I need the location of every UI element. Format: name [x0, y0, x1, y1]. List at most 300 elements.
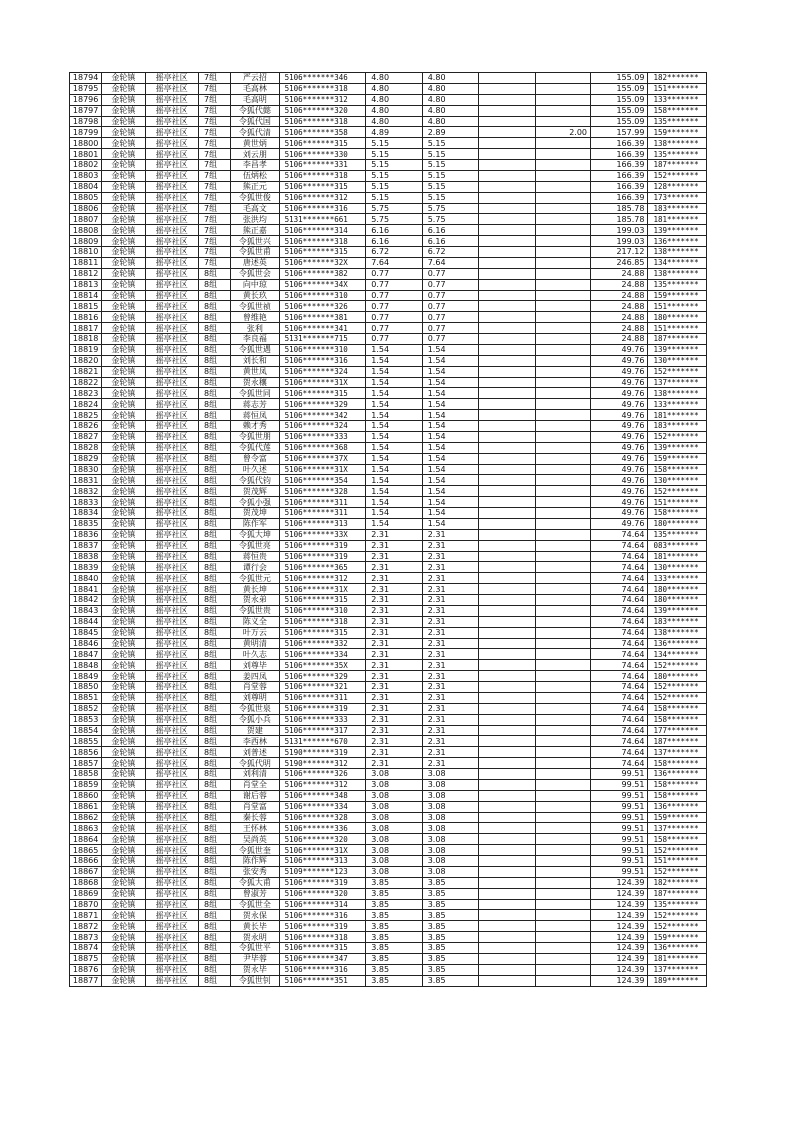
cell-town: 金轮镇: [102, 529, 145, 540]
cell-area-1: 1.54: [366, 431, 422, 442]
table-row: [70, 801, 707, 812]
cell-name: 张洪均: [231, 214, 279, 225]
cell-area-1: 3.08: [366, 801, 422, 812]
cell-group: 8组: [198, 823, 230, 834]
cell-area-2: 5.15: [422, 160, 478, 171]
table-row: [70, 149, 707, 160]
cell-area-3: [479, 845, 535, 856]
cell-amount: 124.39: [591, 964, 648, 975]
cell-community: 摇亭社区: [145, 257, 198, 268]
cell-row-number: 18824: [70, 399, 102, 410]
table-row: [70, 736, 707, 747]
cell-phone: 181*******: [648, 214, 707, 225]
cell-area-2: 2.31: [422, 736, 478, 747]
cell-amount: 99.51: [591, 866, 648, 877]
cell-town: 金轮镇: [102, 181, 145, 192]
table-row: [70, 595, 707, 606]
table-row: [70, 758, 707, 769]
cell-amount: 49.76: [591, 518, 648, 529]
cell-group: 7组: [198, 192, 230, 203]
cell-community: 摇亭社区: [145, 105, 198, 116]
cell-town: 金轮镇: [102, 899, 145, 910]
cell-amount: 99.51: [591, 845, 648, 856]
cell-town: 金轮镇: [102, 334, 145, 345]
cell-town: 金轮镇: [102, 779, 145, 790]
table-row: [70, 486, 707, 497]
cell-area-3: [479, 377, 535, 388]
cell-group: 7组: [198, 116, 230, 127]
cell-area-3: [479, 953, 535, 964]
cell-amount: 124.39: [591, 953, 648, 964]
cell-town: 金轮镇: [102, 975, 145, 986]
cell-group: 7组: [198, 214, 230, 225]
cell-row-number: 18852: [70, 703, 102, 714]
cell-area-3: [479, 823, 535, 834]
cell-amount: 24.88: [591, 334, 648, 345]
cell-amount: 124.39: [591, 910, 648, 921]
cell-amount: 49.76: [591, 442, 648, 453]
cell-area-3: [479, 649, 535, 660]
cell-town: 金轮镇: [102, 714, 145, 725]
cell-area-2: 2.31: [422, 682, 478, 693]
cell-area-1: 2.31: [366, 529, 422, 540]
cell-group: 7组: [198, 225, 230, 236]
cell-town: 金轮镇: [102, 83, 145, 94]
table-row: [70, 964, 707, 975]
cell-area-3: [479, 225, 535, 236]
cell-id-number: 5106*******334: [279, 801, 366, 812]
cell-area-3: [479, 747, 535, 758]
cell-area-2: 2.31: [422, 529, 478, 540]
cell-id-number: 5106*******320: [279, 105, 366, 116]
cell-area-3: [479, 431, 535, 442]
cell-row-number: 18877: [70, 975, 102, 986]
cell-phone: 180*******: [648, 312, 707, 323]
cell-group: 8组: [198, 562, 230, 573]
cell-name: 令狐小兵: [231, 714, 279, 725]
cell-row-number: 18848: [70, 660, 102, 671]
cell-group: 8组: [198, 910, 230, 921]
cell-name: 令狐世朋: [231, 431, 279, 442]
cell-area-1: 5.75: [366, 214, 422, 225]
table-row: [70, 105, 707, 116]
cell-row-number: 18866: [70, 856, 102, 867]
cell-community: 摇亭社区: [145, 497, 198, 508]
cell-row-number: 18813: [70, 279, 102, 290]
cell-phone: 159*******: [648, 932, 707, 943]
cell-area-4: [535, 442, 590, 453]
cell-area-3: [479, 257, 535, 268]
cell-amount: 166.39: [591, 149, 648, 160]
cell-phone: 181*******: [648, 410, 707, 421]
cell-row-number: 18869: [70, 888, 102, 899]
cell-name: 蒋恒贵: [231, 551, 279, 562]
cell-amount: 49.76: [591, 453, 648, 464]
cell-phone: 152*******: [648, 660, 707, 671]
cell-area-2: 3.85: [422, 877, 478, 888]
cell-area-4: [535, 638, 590, 649]
cell-id-number: 5131*******661: [279, 214, 366, 225]
cell-group: 8组: [198, 442, 230, 453]
cell-name: 叶久志: [231, 649, 279, 660]
cell-amount: 49.76: [591, 464, 648, 475]
cell-amount: 124.39: [591, 899, 648, 910]
cell-town: 金轮镇: [102, 584, 145, 595]
cell-id-number: 5106*******312: [279, 573, 366, 584]
table-row: [70, 518, 707, 529]
cell-phone: 138*******: [648, 627, 707, 638]
cell-town: 金轮镇: [102, 116, 145, 127]
cell-area-1: 2.31: [366, 540, 422, 551]
cell-area-1: 3.85: [366, 877, 422, 888]
cell-phone: 183*******: [648, 203, 707, 214]
cell-area-2: 3.08: [422, 790, 478, 801]
table-row: [70, 301, 707, 312]
cell-group: 8组: [198, 605, 230, 616]
cell-town: 金轮镇: [102, 94, 145, 105]
cell-town: 金轮镇: [102, 888, 145, 899]
cell-community: 摇亭社区: [145, 366, 198, 377]
cell-area-4: [535, 888, 590, 899]
cell-community: 摇亭社区: [145, 953, 198, 964]
cell-group: 8组: [198, 584, 230, 595]
cell-area-3: [479, 801, 535, 812]
table-row: [70, 584, 707, 595]
cell-group: 8组: [198, 953, 230, 964]
cell-phone: 152*******: [648, 366, 707, 377]
cell-row-number: 18832: [70, 486, 102, 497]
cell-area-2: 0.77: [422, 290, 478, 301]
cell-group: 8组: [198, 921, 230, 932]
cell-area-1: 0.77: [366, 290, 422, 301]
cell-area-1: 6.16: [366, 236, 422, 247]
cell-town: 金轮镇: [102, 257, 145, 268]
table-row: [70, 312, 707, 323]
cell-area-3: [479, 475, 535, 486]
cell-name: 王怀林: [231, 823, 279, 834]
cell-row-number: 18876: [70, 964, 102, 975]
cell-name: 曾淑芳: [231, 888, 279, 899]
cell-phone: 182*******: [648, 73, 707, 84]
table-row: [70, 170, 707, 181]
cell-id-number: 5106*******37X: [279, 453, 366, 464]
cell-town: 金轮镇: [102, 790, 145, 801]
cell-row-number: 18826: [70, 421, 102, 432]
cell-name: 令狐世同: [231, 388, 279, 399]
table-row: [70, 334, 707, 345]
cell-name: 令狐世泉: [231, 703, 279, 714]
table-row: [70, 682, 707, 693]
cell-name: 陈作辉: [231, 856, 279, 867]
cell-area-4: [535, 486, 590, 497]
cell-area-3: [479, 627, 535, 638]
cell-area-3: [479, 334, 535, 345]
cell-amount: 49.76: [591, 388, 648, 399]
cell-row-number: 18829: [70, 453, 102, 464]
cell-phone: 177*******: [648, 725, 707, 736]
cell-id-number: 5106*******315: [279, 181, 366, 192]
cell-row-number: 18805: [70, 192, 102, 203]
cell-area-1: 2.31: [366, 682, 422, 693]
cell-phone: 152*******: [648, 866, 707, 877]
cell-area-4: [535, 692, 590, 703]
cell-name: 黄世凤: [231, 366, 279, 377]
cell-amount: 155.09: [591, 105, 648, 116]
cell-community: 摇亭社区: [145, 486, 198, 497]
cell-row-number: 18847: [70, 649, 102, 660]
cell-phone: 159*******: [648, 290, 707, 301]
cell-amount: 74.64: [591, 703, 648, 714]
cell-area-4: [535, 160, 590, 171]
cell-amount: 74.64: [591, 605, 648, 616]
cell-id-number: 5106*******316: [279, 355, 366, 366]
cell-area-1: 2.31: [366, 649, 422, 660]
table-row: [70, 845, 707, 856]
cell-name: 黄长坤: [231, 584, 279, 595]
cell-area-2: 3.85: [422, 943, 478, 954]
cell-id-number: 5106*******318: [279, 116, 366, 127]
cell-area-3: [479, 573, 535, 584]
cell-community: 摇亭社区: [145, 377, 198, 388]
table-row: [70, 268, 707, 279]
cell-id-number: 5106*******320: [279, 834, 366, 845]
cell-id-number: 5106*******310: [279, 605, 366, 616]
cell-group: 7组: [198, 105, 230, 116]
cell-amount: 74.64: [591, 551, 648, 562]
cell-community: 摇亭社区: [145, 268, 198, 279]
cell-area-4: [535, 181, 590, 192]
cell-group: 8组: [198, 595, 230, 606]
cell-row-number: 18815: [70, 301, 102, 312]
cell-area-3: [479, 399, 535, 410]
cell-area-4: [535, 257, 590, 268]
cell-group: 7组: [198, 257, 230, 268]
cell-row-number: 18822: [70, 377, 102, 388]
cell-phone: 159*******: [648, 127, 707, 138]
cell-name: 贺建: [231, 725, 279, 736]
cell-group: 8组: [198, 627, 230, 638]
cell-area-3: [479, 279, 535, 290]
cell-id-number: 5106*******319: [279, 877, 366, 888]
cell-amount: 49.76: [591, 366, 648, 377]
cell-town: 金轮镇: [102, 518, 145, 529]
cell-group: 8组: [198, 769, 230, 780]
cell-area-3: [479, 247, 535, 258]
cell-id-number: 5106*******382: [279, 268, 366, 279]
cell-name: 熊正嘉: [231, 225, 279, 236]
cell-area-1: 2.31: [366, 671, 422, 682]
cell-row-number: 18828: [70, 442, 102, 453]
table-row: [70, 910, 707, 921]
cell-name: 姜四凤: [231, 671, 279, 682]
cell-area-2: 1.54: [422, 431, 478, 442]
cell-area-3: [479, 714, 535, 725]
cell-town: 金轮镇: [102, 573, 145, 584]
cell-area-1: 1.54: [366, 366, 422, 377]
cell-area-2: 1.54: [422, 421, 478, 432]
cell-town: 金轮镇: [102, 692, 145, 703]
cell-town: 金轮镇: [102, 225, 145, 236]
cell-town: 金轮镇: [102, 355, 145, 366]
cell-id-number: 5106*******314: [279, 899, 366, 910]
cell-area-4: [535, 845, 590, 856]
cell-town: 金轮镇: [102, 508, 145, 519]
cell-town: 金轮镇: [102, 149, 145, 160]
cell-phone: 158*******: [648, 508, 707, 519]
cell-name: 令狐世奎: [231, 845, 279, 856]
table-row: [70, 562, 707, 573]
cell-area-3: [479, 877, 535, 888]
cell-area-1: 3.85: [366, 932, 422, 943]
cell-name: 令狐世祯: [231, 301, 279, 312]
cell-phone: 158*******: [648, 703, 707, 714]
cell-id-number: 5106*******333: [279, 714, 366, 725]
cell-community: 摇亭社区: [145, 725, 198, 736]
cell-community: 摇亭社区: [145, 431, 198, 442]
cell-group: 8组: [198, 649, 230, 660]
cell-area-2: 3.08: [422, 823, 478, 834]
cell-name: 刘长和: [231, 355, 279, 366]
cell-amount: 124.39: [591, 888, 648, 899]
cell-row-number: 18821: [70, 366, 102, 377]
cell-name: 令狐世兴: [231, 236, 279, 247]
cell-area-2: 5.75: [422, 203, 478, 214]
cell-id-number: 5106*******315: [279, 595, 366, 606]
cell-name: 贺茂辉: [231, 486, 279, 497]
cell-area-2: 1.54: [422, 497, 478, 508]
cell-phone: 151*******: [648, 301, 707, 312]
cell-row-number: 18819: [70, 344, 102, 355]
cell-town: 金轮镇: [102, 410, 145, 421]
cell-amount: 74.64: [591, 529, 648, 540]
cell-area-2: 1.54: [422, 410, 478, 421]
cell-area-3: [479, 149, 535, 160]
cell-name: 贺永弟: [231, 595, 279, 606]
cell-amount: 124.39: [591, 932, 648, 943]
cell-area-2: 1.54: [422, 518, 478, 529]
cell-id-number: 5106*******329: [279, 399, 366, 410]
cell-area-1: 3.08: [366, 845, 422, 856]
cell-id-number: 5106*******317: [279, 725, 366, 736]
cell-area-2: 3.85: [422, 953, 478, 964]
cell-amount: 155.09: [591, 94, 648, 105]
cell-community: 摇亭社区: [145, 290, 198, 301]
cell-phone: 138*******: [648, 388, 707, 399]
cell-id-number: 5106*******31X: [279, 464, 366, 475]
cell-id-number: 5106*******319: [279, 540, 366, 551]
cell-amount: 155.09: [591, 73, 648, 84]
table-row: [70, 83, 707, 94]
cell-row-number: 18835: [70, 518, 102, 529]
table-row: [70, 431, 707, 442]
cell-phone: 137*******: [648, 964, 707, 975]
cell-area-3: [479, 932, 535, 943]
cell-community: 摇亭社区: [145, 323, 198, 334]
cell-name: 令狐世全: [231, 899, 279, 910]
cell-phone: 139*******: [648, 344, 707, 355]
cell-community: 摇亭社区: [145, 779, 198, 790]
cell-town: 金轮镇: [102, 616, 145, 627]
cell-row-number: 18840: [70, 573, 102, 584]
cell-town: 金轮镇: [102, 932, 145, 943]
cell-community: 摇亭社区: [145, 660, 198, 671]
cell-community: 摇亭社区: [145, 334, 198, 345]
cell-amount: 74.64: [591, 714, 648, 725]
table-row: [70, 127, 707, 138]
cell-row-number: 18857: [70, 758, 102, 769]
cell-group: 8组: [198, 888, 230, 899]
cell-amount: 99.51: [591, 801, 648, 812]
cell-area-1: 5.15: [366, 138, 422, 149]
cell-town: 金轮镇: [102, 486, 145, 497]
cell-row-number: 18865: [70, 845, 102, 856]
cell-area-1: 4.80: [366, 83, 422, 94]
cell-town: 金轮镇: [102, 399, 145, 410]
cell-area-3: [479, 856, 535, 867]
cell-community: 摇亭社区: [145, 540, 198, 551]
cell-group: 7组: [198, 127, 230, 138]
cell-id-number: 5106*******313: [279, 856, 366, 867]
cell-amount: 74.64: [591, 627, 648, 638]
cell-area-2: 1.54: [422, 399, 478, 410]
cell-name: 蒋恒凤: [231, 410, 279, 421]
cell-phone: 130*******: [648, 475, 707, 486]
table-row: [70, 671, 707, 682]
cell-area-1: 4.80: [366, 116, 422, 127]
cell-phone: 182*******: [648, 877, 707, 888]
cell-phone: 152*******: [648, 486, 707, 497]
cell-town: 金轮镇: [102, 921, 145, 932]
cell-amount: 199.03: [591, 225, 648, 236]
cell-name: 令狐代国: [231, 116, 279, 127]
cell-area-2: 3.08: [422, 801, 478, 812]
table-row: [70, 344, 707, 355]
cell-group: 8组: [198, 312, 230, 323]
cell-name: 严云招: [231, 73, 279, 84]
cell-area-4: [535, 823, 590, 834]
cell-area-2: 3.85: [422, 975, 478, 986]
cell-area-1: 2.31: [366, 714, 422, 725]
cell-area-1: 5.15: [366, 181, 422, 192]
cell-phone: 136*******: [648, 236, 707, 247]
cell-community: 摇亭社区: [145, 247, 198, 258]
cell-area-4: [535, 877, 590, 888]
cell-area-2: 0.77: [422, 312, 478, 323]
cell-area-3: [479, 518, 535, 529]
cell-id-number: 5106*******315: [279, 388, 366, 399]
cell-area-4: [535, 573, 590, 584]
table-row: [70, 323, 707, 334]
cell-amount: 74.64: [591, 584, 648, 595]
cell-group: 7组: [198, 73, 230, 84]
cell-name: 刘云朋: [231, 149, 279, 160]
cell-area-1: 3.85: [366, 964, 422, 975]
cell-phone: 189*******: [648, 975, 707, 986]
cell-id-number: 5106*******354: [279, 475, 366, 486]
cell-area-2: 1.54: [422, 366, 478, 377]
cell-area-1: 0.77: [366, 301, 422, 312]
table-row: [70, 747, 707, 758]
cell-area-2: 3.08: [422, 812, 478, 823]
cell-area-2: 2.31: [422, 714, 478, 725]
cell-amount: 24.88: [591, 323, 648, 334]
table-row: [70, 953, 707, 964]
cell-row-number: 18817: [70, 323, 102, 334]
cell-area-1: 3.08: [366, 856, 422, 867]
cell-area-1: 6.16: [366, 225, 422, 236]
cell-area-3: [479, 73, 535, 84]
cell-amount: 49.76: [591, 399, 648, 410]
